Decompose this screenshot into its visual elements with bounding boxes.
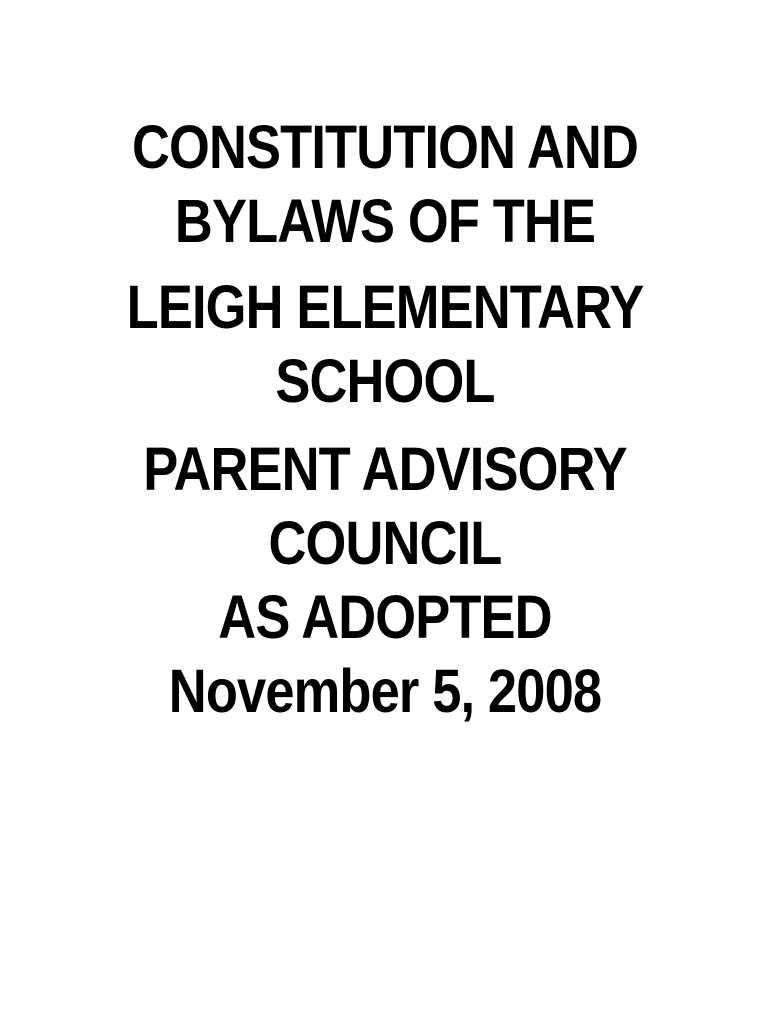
adoption-date: November 5, 2008: [168, 657, 602, 725]
title-line-constitution: CONSTITUTION AND: [132, 113, 638, 181]
title-line-school-name: LEIGH ELEMENTARY: [126, 273, 644, 341]
title-line-school: SCHOOL: [275, 347, 495, 415]
title-line-council: COUNCIL: [268, 509, 502, 577]
title-line-parent-advisory: PARENT ADVISORY: [143, 435, 627, 503]
title-line-bylaws: BYLAWS OF THE: [174, 187, 596, 255]
cover-title: [0, 110, 770, 728]
title-line-as-adopted: AS ADOPTED: [218, 583, 552, 651]
